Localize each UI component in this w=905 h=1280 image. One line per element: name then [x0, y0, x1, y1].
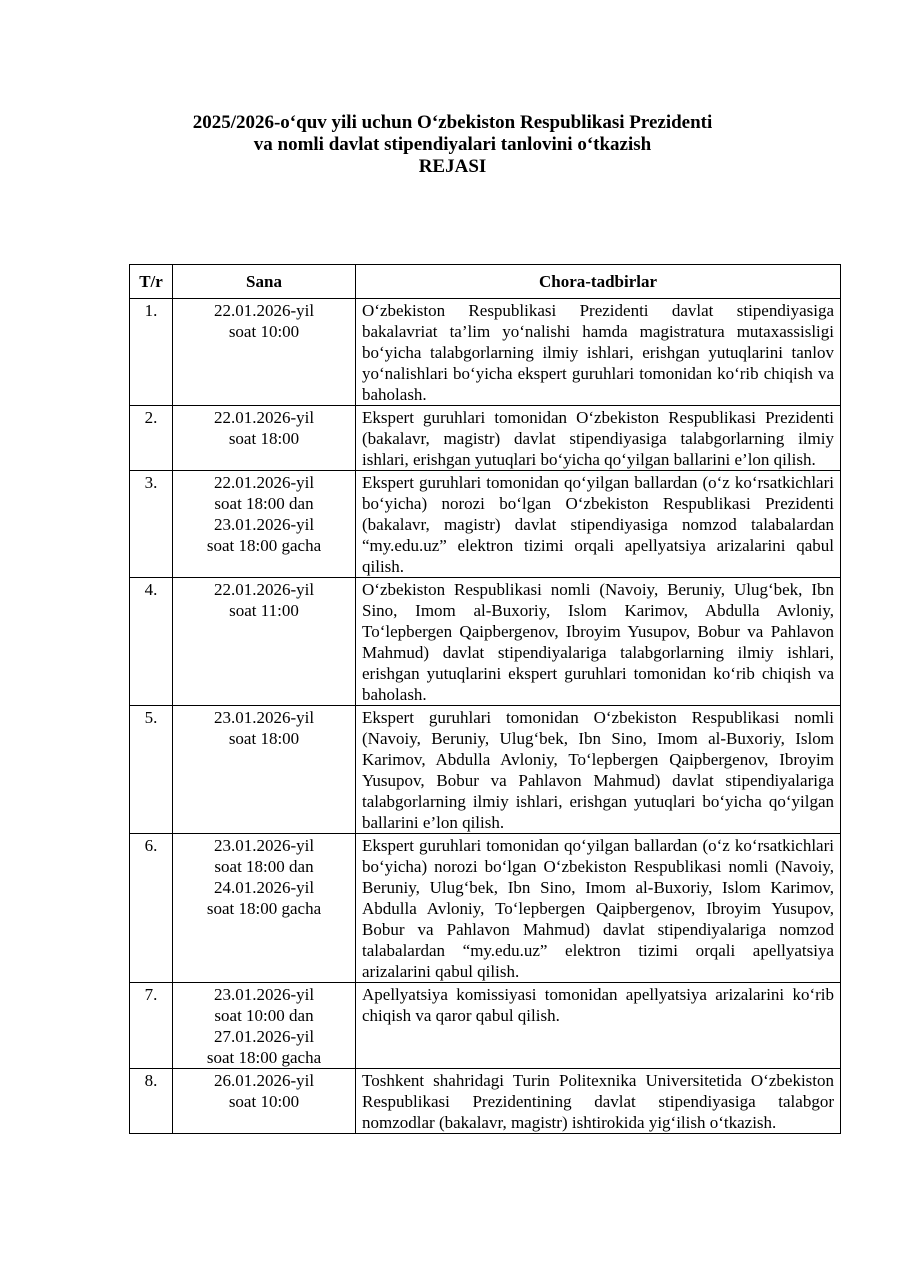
- header-number: T/r: [130, 265, 173, 299]
- plan-table: [129, 264, 841, 1134]
- row-date: 23.01.2026-yil soat 18:00: [173, 706, 356, 834]
- row-number: 5.: [130, 706, 173, 834]
- row-number: 1.: [130, 299, 173, 406]
- table-row: [130, 471, 841, 578]
- table-row: [130, 406, 841, 471]
- row-activity: Apellyatsiya komissiyasi tomonidan apellyatsiya arizalarini ko‘rib chiqish va qaror qabul qilish.: [356, 983, 841, 1069]
- row-activity: Toshkent shahridagi Turin Politexnika Universitetida O‘zbekiston Respublikasi Prezidentining davlat stipendiyasiga talabgor nomzodlar (bakalavr, magistr) ishtirokida yig‘ilish o‘tkazish.: [356, 1069, 841, 1134]
- row-number: 2.: [130, 406, 173, 471]
- header-activities: Chora-tadbirlar: [356, 265, 841, 299]
- row-date: 26.01.2026-yil soat 10:00: [173, 1069, 356, 1134]
- table-header-row: [130, 265, 841, 299]
- row-date: 22.01.2026-yil soat 10:00: [173, 299, 356, 406]
- row-date: 23.01.2026-yil soat 18:00 dan 24.01.2026-yil soat 18:00 gacha: [173, 834, 356, 983]
- row-date: 22.01.2026-yil soat 18:00 dan 23.01.2026-yil soat 18:00 gacha: [173, 471, 356, 578]
- title-line-3: REJASI: [418, 156, 487, 177]
- header-date: Sana: [173, 265, 356, 299]
- row-activity: Ekspert guruhlari tomonidan qo‘yilgan ballardan (o‘z ko‘rsatkichlari bo‘yicha) norozi bo‘lgan O‘zbekiston Respublikasi nomli (Navoiy, Beruniy, Ulug‘bek, Ibn Sino, Imom al-Buxoriy, Islom Karimov, Abdulla Avloniy, To‘lepbergen Qaipbergenov, Ibroyim Yusupov, Bobur va Pahlavon Mahmud) davlat stipendiyalariga nomzod talabalardan “my.edu.uz” elektron tizimi orqali apellyatsiya arizalarini qabul qilish.: [356, 834, 841, 983]
- row-activity: Ekspert guruhlari tomonidan O‘zbekiston Respublikasi nomli (Navoiy, Beruniy, Ulug‘bek, Ibn Sino, Imom al-Buxoriy, Islom Karimov, Abdulla Avloniy, To‘lepbergen Qaipbergenov, Ibroyim Yusupov, Bobur va Pahlavon Mahmud) davlat stipendiyalariga talabgorlarning ilmiy ishlari, erishgan yutuqlari bo‘yicha qo‘yilgan ballarini e’lon qilish.: [356, 706, 841, 834]
- row-date: 22.01.2026-yil soat 11:00: [173, 578, 356, 706]
- row-number: 3.: [130, 471, 173, 578]
- row-date: 22.01.2026-yil soat 18:00: [173, 406, 356, 471]
- table-row: [130, 834, 841, 983]
- table-row: [130, 578, 841, 706]
- table-row: [130, 299, 841, 406]
- row-activity: O‘zbekiston Respublikasi nomli (Navoiy, Beruniy, Ulug‘bek, Ibn Sino, Imom al-Buxoriy, Islom Karimov, Abdulla Avloniy, To‘lepbergen Qaipbergenov, Ibroyim Yusupov, Bobur va Pahlavon Mahmud) davlat stipendiyalariga talabgorlarning ilmiy ishlari, erishgan yutuqlarini ekspert guruhlari tomonidan ko‘rib chiqish va baholash.: [356, 578, 841, 706]
- row-activity: O‘zbekiston Respublikasi Prezidenti davlat stipendiyasiga bakalavriat ta’lim yo‘nalishi hamda magistratura mutaxassisligi bo‘yicha talabgorlarning ilmiy ishlari, erishgan yutuqlarini tanlov yo‘nalishlari bo‘yicha ekspert guruhlari tomonidan ko‘rib chiqish va baholash.: [356, 299, 841, 406]
- document-title: [0, 112, 905, 178]
- table-row: [130, 983, 841, 1069]
- title-line-1: 2025/2026-o‘quv yili uchun O‘zbekiston Respublikasi Prezidenti: [192, 112, 713, 133]
- row-number: 4.: [130, 578, 173, 706]
- row-date: 23.01.2026-yil soat 10:00 dan 27.01.2026-yil soat 18:00 gacha: [173, 983, 356, 1069]
- row-number: 8.: [130, 1069, 173, 1134]
- table-row: [130, 706, 841, 834]
- row-activity: Ekspert guruhlari tomonidan O‘zbekiston Respublikasi Prezidenti (bakalavr, magistr) davlat stipendiyasiga talabgorlarning ilmiy ishlari, erishgan yutuqlari bo‘yicha qo‘yilgan ballarini e’lon qilish.: [356, 406, 841, 471]
- title-line-2: va nomli davlat stipendiyalari tanlovini o‘tkazish: [253, 134, 652, 155]
- row-number: 6.: [130, 834, 173, 983]
- row-activity: Ekspert guruhlari tomonidan qo‘yilgan ballardan (o‘z ko‘rsatkichlari bo‘yicha) norozi bo‘lgan O‘zbekiston Respublikasi Prezidenti (bakalavr, magistr) davlat stipendiyasiga nomzod talabalardan “my.edu.uz” elektron tizimi orqali apellyatsiya arizalarini qabul qilish.: [356, 471, 841, 578]
- row-number: 7.: [130, 983, 173, 1069]
- table-row: [130, 1069, 841, 1134]
